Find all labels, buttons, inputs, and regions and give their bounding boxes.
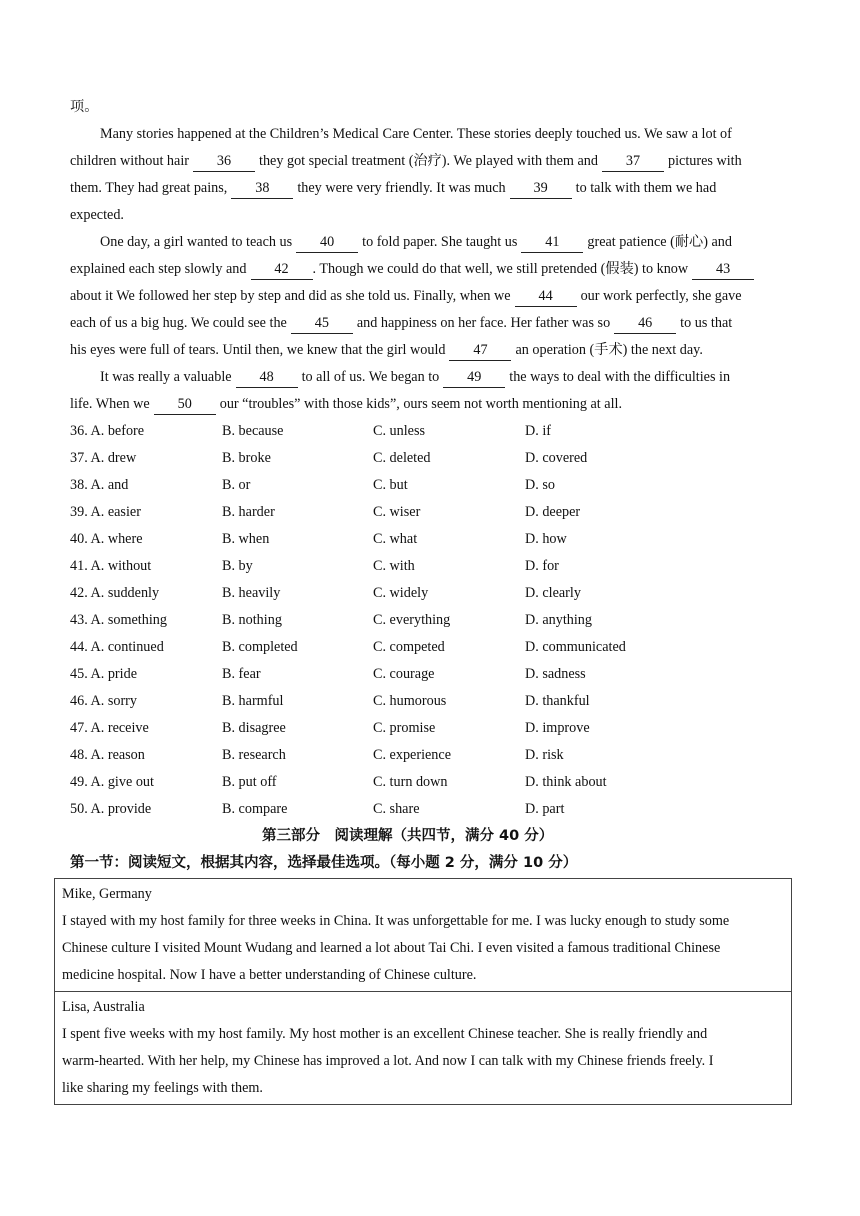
passage-text: our “troubles” with those kids”, ours seem not worth mentioning at all. xyxy=(219,396,623,412)
passage-text: One day, a girl wanted to teach us xyxy=(100,234,293,250)
option-b[interactable]: B. completed xyxy=(222,639,298,655)
blank-44[interactable]: 44 xyxy=(515,286,577,307)
blank-46[interactable]: 46 xyxy=(614,313,676,334)
option-b[interactable]: B. by xyxy=(222,558,253,574)
question-options-37 xyxy=(70,445,790,472)
passage-text: to all of us. We began to xyxy=(301,369,440,385)
blank-41[interactable]: 41 xyxy=(521,232,583,253)
option-b[interactable]: B. nothing xyxy=(222,612,282,628)
passage-text: to talk with them we had xyxy=(575,180,717,196)
option-d[interactable]: D. deeper xyxy=(525,504,581,520)
passage-text: about it We followed her step by step and did as she told us. Finally, when we xyxy=(70,288,511,304)
person-text: like sharing my feelings with them. xyxy=(62,1080,263,1096)
blank-39[interactable]: 39 xyxy=(510,178,572,199)
reading-table xyxy=(54,878,792,1105)
option-b[interactable]: B. put off xyxy=(222,774,277,790)
passage-text: they were very friendly. It was much xyxy=(297,180,506,196)
question-options-50 xyxy=(70,796,790,823)
option-c[interactable]: C. but xyxy=(373,477,408,493)
question-options-46 xyxy=(70,688,790,715)
passage-line xyxy=(100,121,732,148)
passage-text: each of us a big hug. We could see the xyxy=(70,315,287,331)
passage-line xyxy=(70,337,703,364)
option-c[interactable]: C. humorous xyxy=(373,693,447,709)
blank-36[interactable]: 36 xyxy=(193,151,255,172)
person-name: Lisa, Australia xyxy=(62,999,145,1015)
option-a[interactable]: 39. A. easier xyxy=(70,504,141,520)
passage-text: Many stories happened at the Children’s Medical Care Center. These stories deeply touched us. We saw a lot of xyxy=(100,126,732,142)
option-d[interactable]: D. covered xyxy=(525,450,588,466)
table-row xyxy=(55,991,791,1104)
option-b[interactable]: B. compare xyxy=(222,801,288,817)
question-options-42 xyxy=(70,580,790,607)
option-a[interactable]: 49. A. give out xyxy=(70,774,154,790)
option-a[interactable]: 44. A. continued xyxy=(70,639,164,655)
passage-line xyxy=(70,202,124,229)
person-text: medicine hospital. Now I have a better understanding of Chinese culture. xyxy=(62,967,477,983)
blank-40[interactable]: 40 xyxy=(296,232,358,253)
option-a[interactable]: 43. A. something xyxy=(70,612,167,628)
question-options-41 xyxy=(70,553,790,580)
passage-line xyxy=(70,148,742,175)
question-options-49 xyxy=(70,769,790,796)
option-d[interactable]: D. for xyxy=(525,558,559,574)
person-text: Chinese culture I visited Mount Wudang and learned a lot about Tai Chi. I even visited a famous traditional Chinese xyxy=(62,940,721,956)
passage-text: the ways to deal with the difficulties in xyxy=(509,369,731,385)
option-b[interactable]: B. heavily xyxy=(222,585,281,601)
option-d[interactable]: D. part xyxy=(525,801,565,817)
question-options-36 xyxy=(70,418,790,445)
question-options-48 xyxy=(70,742,790,769)
option-a[interactable]: 45. A. pride xyxy=(70,666,137,682)
passage-text: an operation (手术) the next day. xyxy=(515,342,703,358)
option-d[interactable]: D. if xyxy=(525,423,552,439)
passage-line xyxy=(70,283,742,310)
option-d[interactable]: D. think about xyxy=(525,774,607,790)
passage-line xyxy=(70,256,758,283)
passage-text: to fold paper. She taught us xyxy=(362,234,518,250)
blank-43[interactable]: 43 xyxy=(692,259,754,280)
option-c[interactable]: C. wiser xyxy=(373,504,421,520)
person-name: Mike, Germany xyxy=(62,886,152,902)
question-options-39 xyxy=(70,499,790,526)
option-d[interactable]: D. clearly xyxy=(525,585,581,601)
person-text: warm-hearted. With her help, my Chinese has improved a lot. And now I can talk with my Chinese friends freely. I xyxy=(62,1053,714,1069)
question-options-40 xyxy=(70,526,790,553)
passage-text: pictures with xyxy=(668,153,742,169)
option-d[interactable]: D. sadness xyxy=(525,666,586,682)
option-a[interactable]: 36. A. before xyxy=(70,423,145,439)
passage-text: them. They had great pains, xyxy=(70,180,228,196)
option-c[interactable]: C. unless xyxy=(373,423,426,439)
passage-text: and happiness on her face. Her father was so xyxy=(356,315,611,331)
option-c[interactable]: C. promise xyxy=(373,720,436,736)
option-a[interactable]: 42. A. suddenly xyxy=(70,585,160,601)
passage-text: our work perfectly, she gave xyxy=(580,288,742,304)
option-c[interactable]: C. everything xyxy=(373,612,451,628)
passage-text: . Though we could do that well, we still pretended (假装) to know xyxy=(312,261,689,277)
blank-48[interactable]: 48 xyxy=(236,367,298,388)
passage-text: great patience (耐心) and xyxy=(587,234,732,250)
option-c[interactable]: C. turn down xyxy=(373,774,448,790)
blank-42[interactable]: 42 xyxy=(251,259,313,280)
passage-text: they got special treatment (治疗). We played with them and xyxy=(259,153,598,169)
blank-47[interactable]: 47 xyxy=(449,340,511,361)
passage-line xyxy=(100,229,732,256)
option-a[interactable]: 48. A. reason xyxy=(70,747,145,763)
option-c[interactable]: C. deleted xyxy=(373,450,431,466)
option-d[interactable]: D. risk xyxy=(525,747,564,763)
person-text: I spent five weeks with my host family. My host mother is an excellent Chinese teacher. She is really friendly and xyxy=(62,1026,708,1042)
option-d[interactable]: D. improve xyxy=(525,720,590,736)
question-options-43 xyxy=(70,607,790,634)
passage-text: explained each step slowly and xyxy=(70,261,247,277)
passage-text: life. When we xyxy=(70,396,150,412)
option-d[interactable]: D. so xyxy=(525,477,555,493)
passage-text: to us that xyxy=(680,315,733,331)
option-d[interactable]: D. how xyxy=(525,531,567,547)
option-c[interactable]: C. what xyxy=(373,531,418,547)
passage-text: children without hair xyxy=(70,153,189,169)
option-b[interactable]: B. research xyxy=(222,747,286,763)
option-b[interactable]: B. harder xyxy=(222,504,275,520)
option-a[interactable]: 37. A. drew xyxy=(70,450,137,466)
option-a[interactable]: 41. A. without xyxy=(70,558,152,574)
option-a[interactable]: 50. A. provide xyxy=(70,801,152,817)
option-c[interactable]: C. widely xyxy=(373,585,429,601)
passage-line xyxy=(70,310,732,337)
blank-38[interactable]: 38 xyxy=(231,178,293,199)
blank-50[interactable]: 50 xyxy=(154,394,216,415)
option-c[interactable]: C. experience xyxy=(373,747,451,763)
person-text: I stayed with my host family for three weeks in China. It was unforgettable for me. I was lucky enough to study some xyxy=(62,913,730,929)
option-c[interactable]: C. courage xyxy=(373,666,435,682)
question-options-45 xyxy=(70,661,790,688)
option-c[interactable]: C. with xyxy=(373,558,415,574)
blank-49[interactable]: 49 xyxy=(443,367,505,388)
blank-45[interactable]: 45 xyxy=(291,313,353,334)
passage-text: his eyes were full of tears. Until then, we knew that the girl would xyxy=(70,342,446,358)
option-d[interactable]: D. thankful xyxy=(525,693,590,709)
option-d[interactable]: D. communicated xyxy=(525,639,626,655)
option-a[interactable]: 46. A. sorry xyxy=(70,693,137,709)
option-a[interactable]: 40. A. where xyxy=(70,531,143,547)
option-b[interactable]: B. harmful xyxy=(222,693,284,709)
option-a[interactable]: 38. A. and xyxy=(70,477,129,493)
option-b[interactable]: B. broke xyxy=(222,450,271,466)
option-b[interactable]: B. or xyxy=(222,477,251,493)
option-b[interactable]: B. fear xyxy=(222,666,261,682)
question-options-38 xyxy=(70,472,790,499)
option-c[interactable]: C. competed xyxy=(373,639,445,655)
passage-line xyxy=(100,364,730,391)
option-b[interactable]: B. when xyxy=(222,531,270,547)
intro-tail: 项。 xyxy=(70,99,99,115)
passage-text: It was really a valuable xyxy=(100,369,232,385)
section-1-title: 第一节：阅读短文，根据其内容，选择最佳选项。（每小题 2 分，满分 10 分） xyxy=(70,855,578,871)
passage-line xyxy=(70,175,716,202)
option-a[interactable]: 47. A. receive xyxy=(70,720,149,736)
section-3-title: 第三部分 阅读理解（共四节，满分 40 分） xyxy=(262,828,554,844)
question-options-47 xyxy=(70,715,790,742)
blank-37[interactable]: 37 xyxy=(602,151,664,172)
passage-line xyxy=(70,391,622,418)
question-options-44 xyxy=(70,634,790,661)
option-c[interactable]: C. share xyxy=(373,801,420,817)
table-row xyxy=(55,879,791,991)
option-b[interactable]: B. disagree xyxy=(222,720,286,736)
option-d[interactable]: D. anything xyxy=(525,612,592,628)
option-b[interactable]: B. because xyxy=(222,423,284,439)
passage-text: expected. xyxy=(70,207,124,223)
